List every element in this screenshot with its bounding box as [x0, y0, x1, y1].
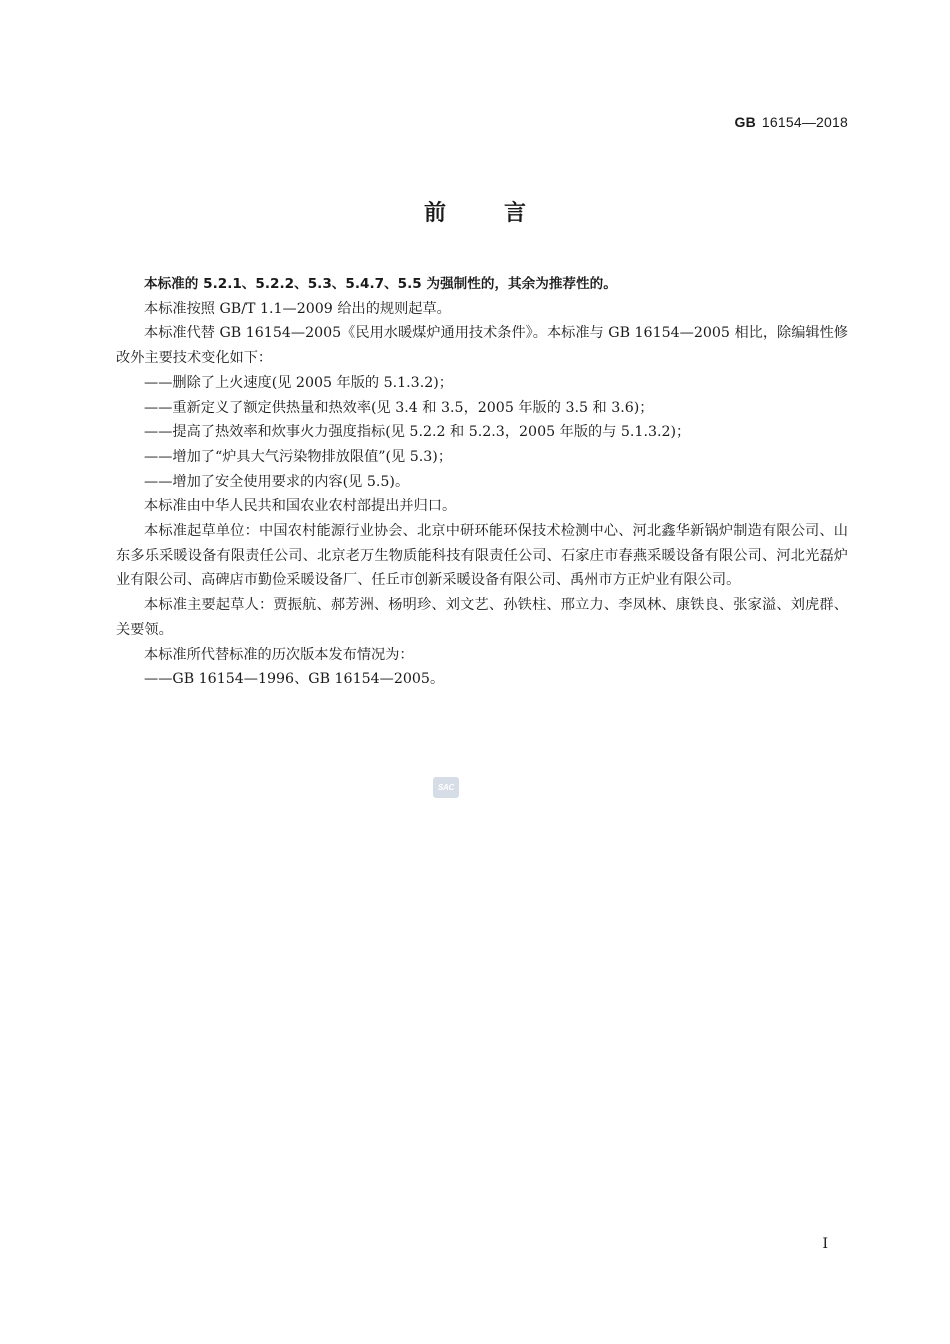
document-code-number: 16154—2018 — [761, 114, 848, 130]
drafting-units-paragraph: 本标准起草单位：中国农村能源行业协会、北京中研环能环保技术检测中心、河北鑫华新锅炉制造有限公司、山东多乐采暖设备有限责任公司、北京老万生物质能科技有限责任公司、石家庄市春燕采暖设备有限公司、河北光磊炉业有限公司、高碑店市勤俭采暖设备厂、任丘市创新采暖设备有限公司、禹州市方正炉业有限公司。 — [116, 523, 848, 589]
drafters-paragraph: 本标准主要起草人：贾振航、郝芳洲、杨明珍、刘文艺、孙铁柱、邢立力、李凤林、康铁良、张家溢、刘虎群、关要领。 — [116, 597, 848, 638]
history-item: ——GB 16154—1996、GB 16154—2005。 — [144, 671, 445, 688]
proposer-paragraph: 本标准由中华人民共和国农业农村部提出并归口。 — [144, 498, 457, 515]
page-number: I — [822, 1236, 828, 1252]
change-item: ——增加了安全使用要求的内容(见 5.5)。 — [144, 473, 410, 490]
document-code-prefix: GB — [734, 114, 756, 130]
mandatory-clauses-paragraph: 本标准的 5.2.1、5.2.2、5.3、5.4.7、5.5 为强制性的，其余为推荐性的。 — [144, 276, 617, 292]
sac-watermark-logo: SAC — [433, 777, 459, 798]
change-item: ——删除了上火速度(见 2005 年版的 5.1.3.2)； — [144, 374, 453, 391]
foreword-body — [116, 272, 848, 692]
change-item: ——增加了“炉具大气污染物排放限值”(见 5.3)； — [144, 448, 453, 465]
change-item: ——重新定义了额定供热量和热效率(见 3.4 和 3.5，2005 年版的 3.5 和 3.6)； — [144, 399, 654, 416]
document-code — [735, 114, 848, 130]
history-intro-paragraph: 本标准所代替标准的历次版本发布情况为： — [144, 646, 414, 663]
replacement-paragraph: 本标准代替 GB 16154—2005《民用水暖煤炉通用技术条件》。本标准与 GB 16154—2005 相比，除编辑性修改外主要技术变化如下： — [116, 325, 848, 367]
drafting-rules-paragraph: 本标准按照 GB/T 1.1—2009 给出的规则起草。 — [144, 300, 451, 317]
page-title: 前言 — [423, 201, 584, 226]
change-item: ——提高了热效率和炊事火力强度指标(见 5.2.2 和 5.2.3，2005 年版的与 5.1.3.2)； — [144, 424, 691, 441]
